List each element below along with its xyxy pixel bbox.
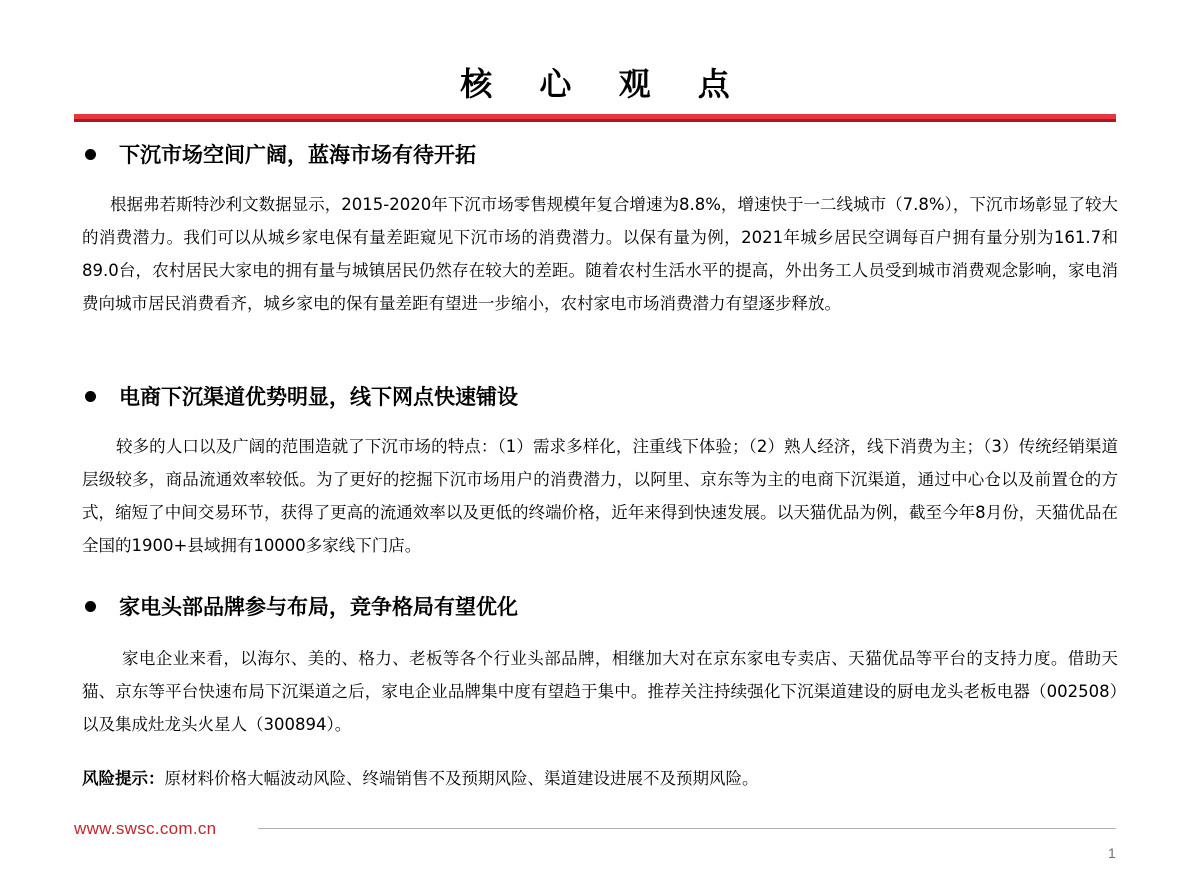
- footer-divider: [258, 828, 1116, 829]
- footer-url: www.swsc.com.cn: [74, 819, 217, 838]
- section-heading-text: 家电头部品牌参与布局，竞争格局有望优化: [119, 595, 518, 619]
- section-paragraph-1: 根据弗若斯特沙利文数据显示，2015-2020年下沉市场零售规模年复合增速为8.8%，增速快于一二线城市（7.8%），下沉市场彰显了较大的消费潜力。我们可以从城乡家电保有量差距窥见下沉市场的消费潜力。以保有量为例，2021年城乡居民空调每百户拥有量分别为161.7和89.0台，农村居民大家电的拥有量与城镇居民仍然存在较大的差距。随着农村生活水平的提高，外出务工人员受到城市消费观念影响，家电消费向城市居民消费看齐，城乡家电的保有量差距有望进一步缩小，农村家电市场消费潜力有望逐步释放。: [82, 195, 1118, 313]
- bullet-icon: [85, 601, 96, 612]
- section-heading-text: 下沉市场空间广阔，蓝海市场有待开拓: [119, 143, 476, 167]
- title-underline-bar: [74, 114, 1116, 122]
- risk-notice: [82, 764, 1118, 794]
- bullet-icon: [85, 149, 96, 160]
- page-number: 1: [1108, 845, 1116, 861]
- page-title: 核 心 观 点: [460, 65, 748, 103]
- section-heading-text: 电商下沉渠道优势明显，线下网点快速铺设: [119, 385, 518, 409]
- risk-text: 原材料价格大幅波动风险、终端销售不及预期风险、渠道建设进展不及预期风险。: [164, 769, 759, 788]
- risk-label: 风险提示：: [82, 769, 165, 788]
- section-paragraph-3: 家电企业来看，以海尔、美的、格力、老板等各个行业头部品牌，相继加大对在京东家电专卖店、天猫优品等平台的支持力度。借助天猫、京东等平台快速布局下沉渠道之后，家电企业品牌集中度有望趋于集中。推荐关注持续强化下沉渠道建设的厨电龙头老板电器（002508）以及集成灶龙头火星人（300894）。: [82, 649, 1118, 734]
- bullet-icon: [85, 391, 96, 402]
- section-paragraph-2: 较多的人口以及广阔的范围造就了下沉市场的特点：（1）需求多样化，注重线下体验；（2）熟人经济，线下消费为主；（3）传统经销渠道层级较多，商品流通效率较低。为了更好的挖掘下沉市场用户的消费潜力，以阿里、京东等为主的电商下沉渠道，通过中心仓以及前置仓的方式，缩短了中间交易环节，获得了更高的流通效率以及更低的终端价格，近年来得到快速发展。以天猫优品为例，截至今年8月份，天猫优品在全国的1900+县域拥有10000多家线下门店。: [82, 437, 1118, 555]
